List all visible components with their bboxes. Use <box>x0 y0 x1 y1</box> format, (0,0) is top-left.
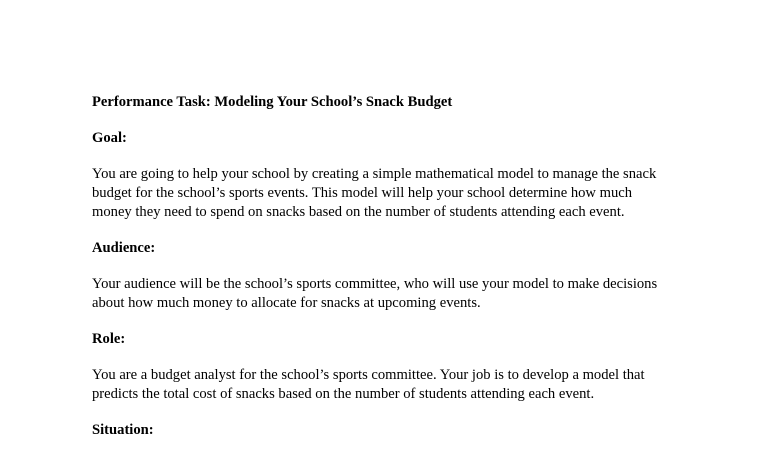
section-body-goal <box>92 165 732 222</box>
paragraph-line: You are going to help your school by creating a simple mathematical model to manage the snack <box>92 166 657 182</box>
paragraph-line: budget for the school’s sports events. This model will help your school determine how much <box>92 185 633 201</box>
section-body-role <box>92 366 732 404</box>
section-heading-audience: Audience: <box>92 240 156 256</box>
paragraph-line: You are a budget analyst for the school’s sports committee. Your job is to develop a model that <box>92 367 645 383</box>
paragraph-line: about how much money to allocate for snacks at upcoming events. <box>92 295 481 311</box>
paragraph-line: Your audience will be the school’s sports committee, who will use your model to make decisions <box>92 276 658 292</box>
paragraph-line: predicts the total cost of snacks based on the number of students attending each event. <box>92 386 595 402</box>
section-heading-role: Role: <box>92 331 126 347</box>
paragraph-line: money they need to spend on snacks based on the number of students attending each event. <box>92 204 625 220</box>
document-page <box>92 93 732 457</box>
document-title: Performance Task: Modeling Your School’s Snack Budget <box>92 94 453 110</box>
section-body-audience <box>92 275 732 313</box>
section-heading-goal: Goal: <box>92 130 127 146</box>
section-heading-situation: Situation: <box>92 422 154 438</box>
